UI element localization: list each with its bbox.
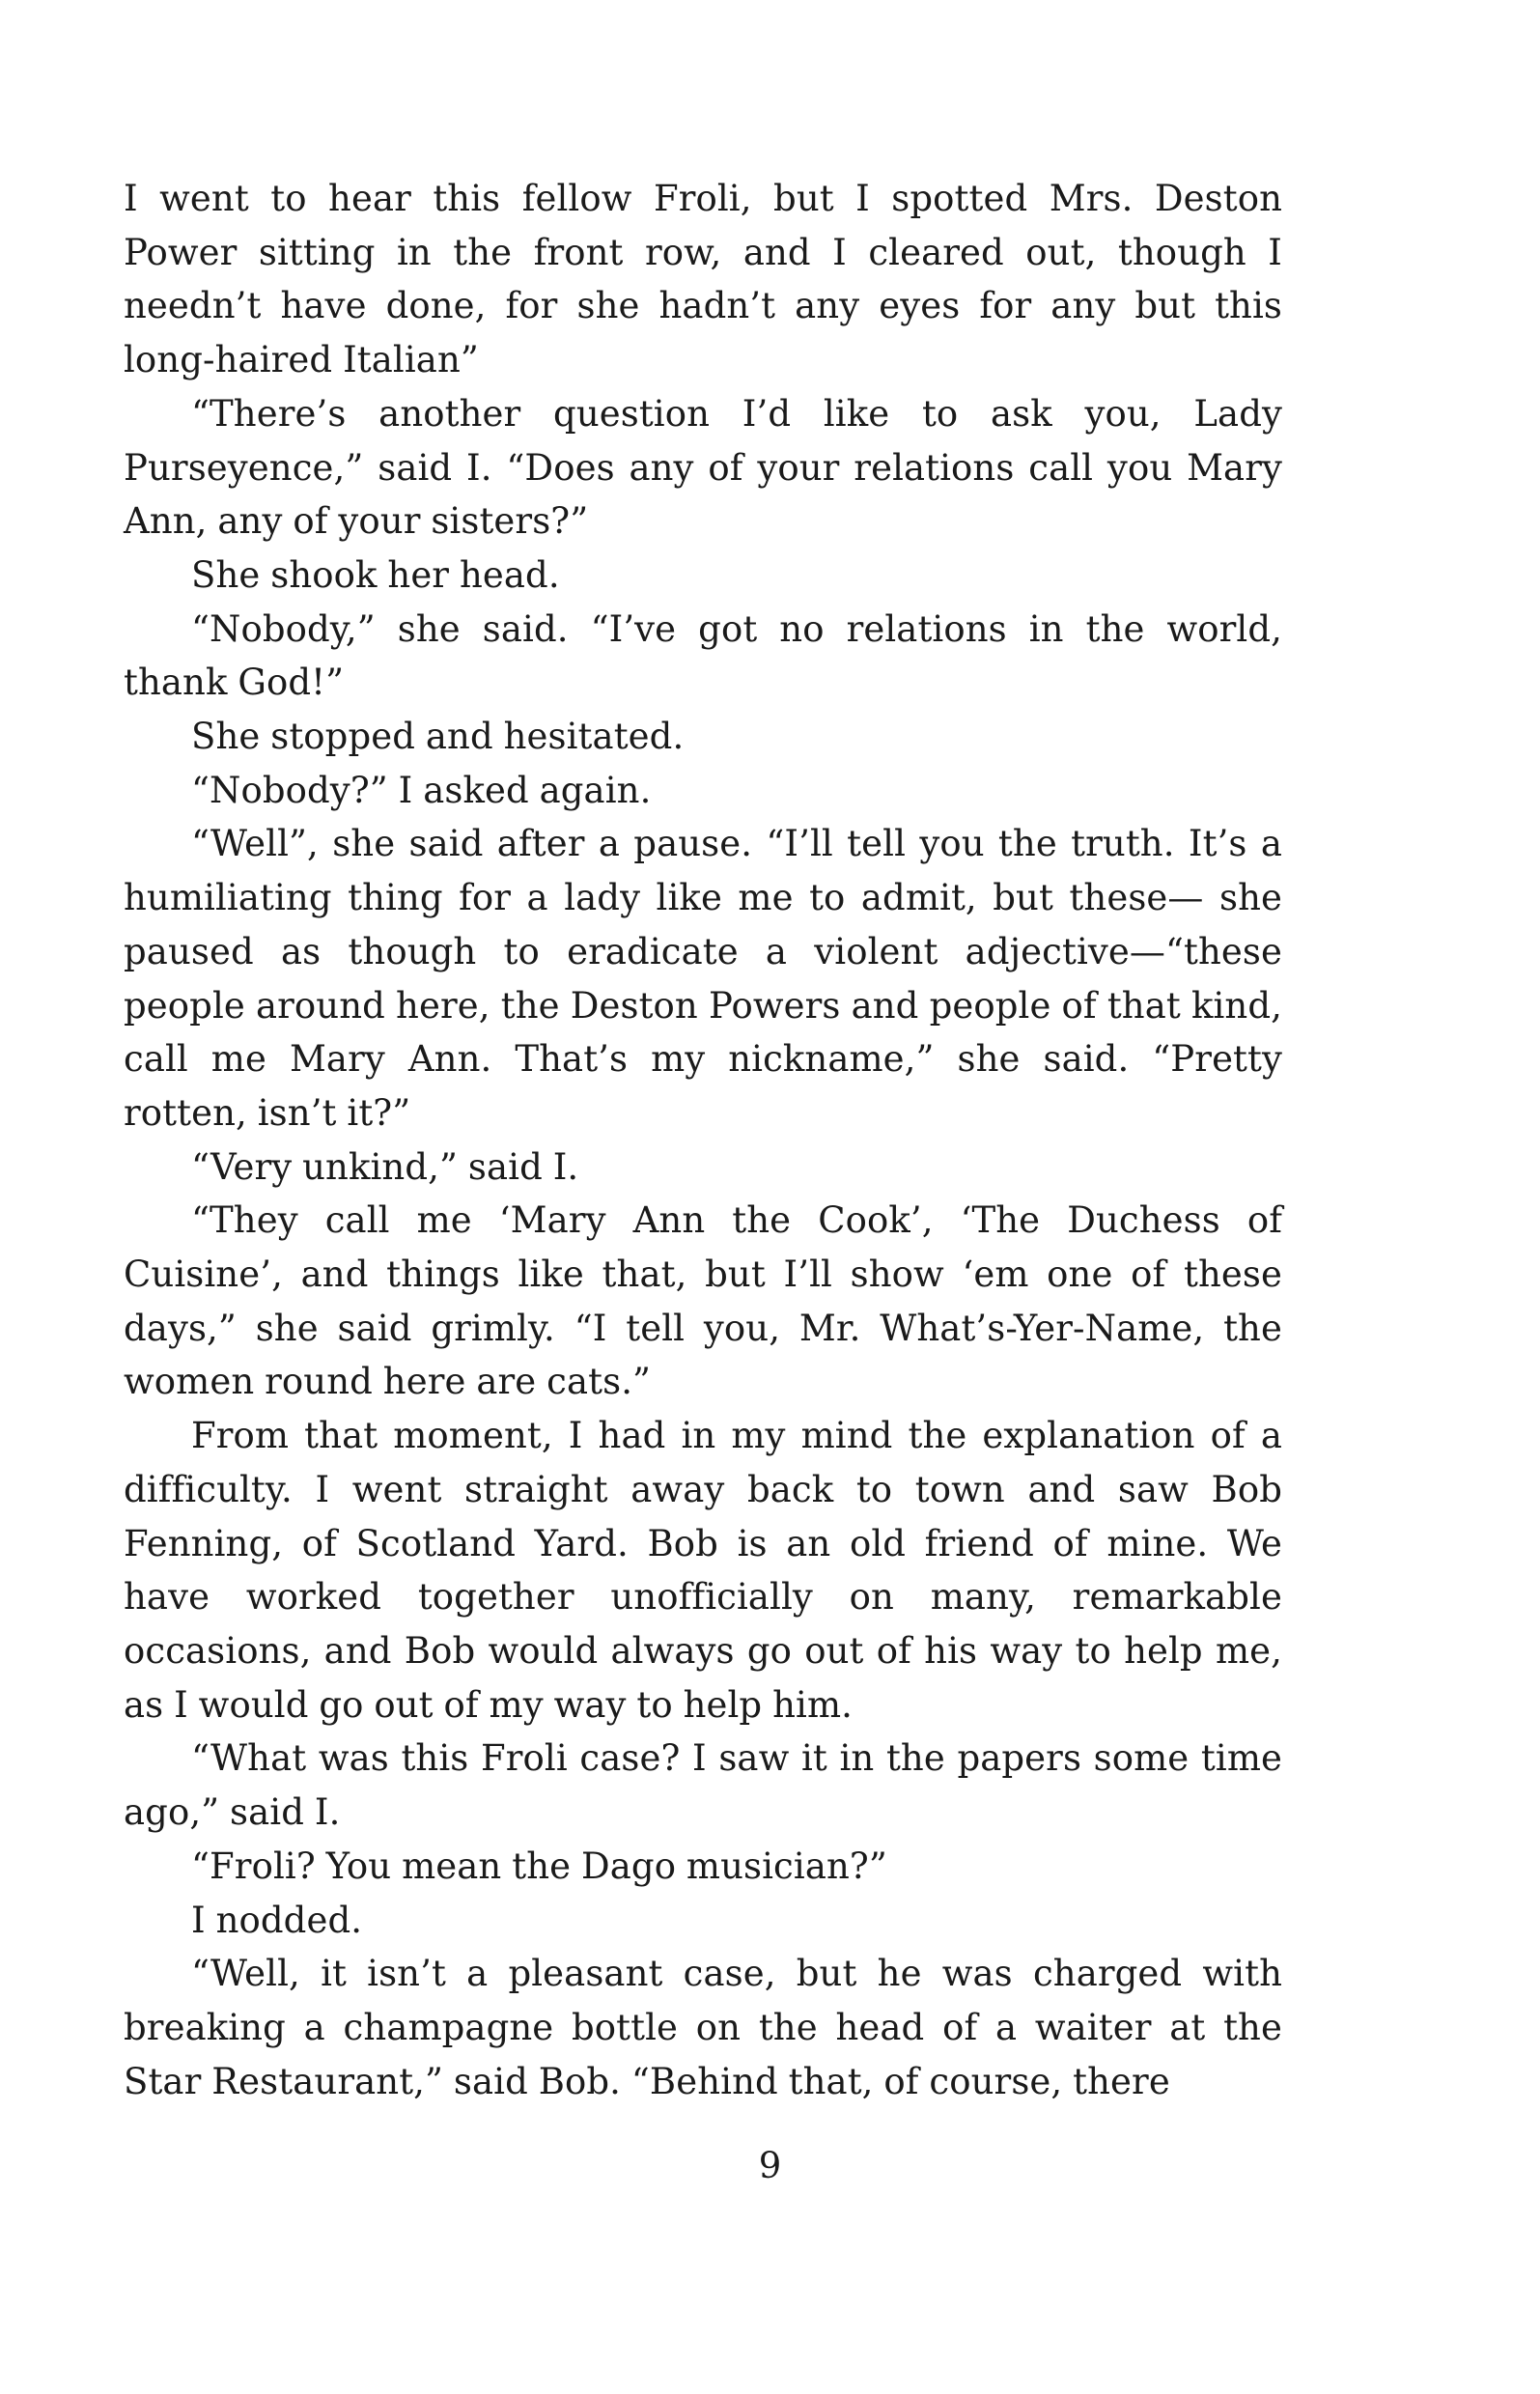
paragraph-1: I went to hear this fellow Froli, but I spotted Mrs. Deston Power sitting in the front row, and I cleared out, though I needn’t have done, for she hadn’t any eyes for any but this long-haired Italian” bbox=[124, 178, 1282, 381]
paragraph-13: I nodded. bbox=[191, 1899, 363, 1941]
paragraph-8: “Very unkind,” said I. bbox=[191, 1145, 579, 1188]
paragraph-7: “Well”, she said after a pause. “I’ll tell you the truth. It’s a humiliating thing for a lady like me to admit, but these— she paused as though to eradicate a violent adjective—“these people around here, the Deston Powers and people of that kind, call me Mary Ann. That’s my nickname,” she said. “Pretty rotten, isn’t it?” bbox=[124, 823, 1282, 1134]
paragraph-9: “They call me ‘Mary Ann the Cook’, ‘The Duchess of Cuisine’, and things like that, but I’ll show ‘em one of these days,” she said grimly. “I tell you, Mr. What’s-Yer-Name, the women round here are cats.” bbox=[124, 1199, 1282, 1403]
paragraph-5: She stopped and hesitated. bbox=[191, 716, 685, 758]
paragraph-11: “What was this Froli case? I saw it in the papers some time ago,” said I. bbox=[124, 1737, 1282, 1834]
page-number: 9 bbox=[758, 2145, 782, 2186]
paragraph-14: “Well, it isn’t a pleasant case, but he was charged with breaking a champagne bottle on the head of a waiter at the Star Restaurant,” said Bob. “Behind that, of course, there bbox=[124, 1953, 1282, 2102]
paragraph-10: From that moment, I had in my mind the explanation of a difficulty. I went straight away back to town and saw Bob Fenning, of Scotland Yard. Bob is an old friend of mine. We have worked together unofficially on many, remarkable occasions, and Bob would always go out of his way to help me, as I would go out of my way to help him. bbox=[124, 1415, 1282, 1726]
paragraph-4: “Nobody,” she said. “I’ve got no relations in the world, thank God!” bbox=[124, 607, 1282, 704]
body-text bbox=[124, 172, 1282, 2108]
paragraph-2: “There’s another question I’d like to ask you, Lady Purseyence,” said I. “Does any of your relations call you Mary Ann, any of your sisters?” bbox=[124, 392, 1282, 543]
paragraph-3: She shook her head. bbox=[191, 553, 560, 596]
paragraph-6: “Nobody?” I asked again. bbox=[191, 769, 652, 811]
paragraph-12: “Froli? You mean the Dago musician?” bbox=[191, 1845, 887, 1887]
